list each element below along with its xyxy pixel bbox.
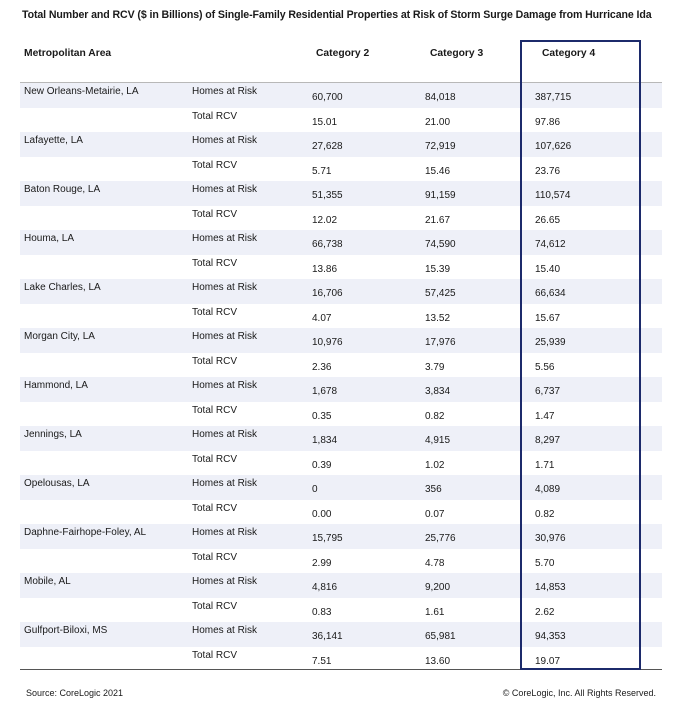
- category-2-value: 16,706: [312, 288, 343, 299]
- category-3-value: 17,976: [425, 337, 456, 348]
- category-4-value: 15.40: [535, 263, 561, 275]
- measure-label: Homes at Risk: [192, 233, 258, 244]
- category-3-value: 65,981: [425, 631, 456, 642]
- category-4-value: 74,612: [535, 239, 566, 250]
- measure-label: Total RCV: [192, 257, 238, 269]
- measure-label: Homes at Risk: [192, 527, 258, 538]
- source-note: Source: CoreLogic 2021: [26, 688, 124, 698]
- category-4-value: 14,853: [535, 582, 566, 593]
- category-2-value: 0.39: [312, 459, 332, 471]
- category-4-value: 97.86: [535, 116, 561, 128]
- category-2-value: 60,700: [312, 92, 343, 103]
- category-3-value: 21.00: [425, 116, 451, 128]
- measure-label: Homes at Risk: [192, 282, 258, 293]
- metro-name: Gulfport-Biloxi, MS: [24, 625, 108, 636]
- table-title: Total Number and RCV ($ in Billions) of Single-Family Residential Properties at Risk of Storm Surge Damage from Hurricane Ida: [22, 9, 652, 21]
- category-2-value: 36,141: [312, 631, 343, 642]
- category-3-value: 3,834: [425, 386, 451, 397]
- measure-label: Homes at Risk: [192, 380, 258, 391]
- category-2-value: 0.83: [312, 606, 332, 618]
- measure-label: Homes at Risk: [192, 576, 258, 587]
- category-4-value: 0.82: [535, 508, 555, 520]
- metro-name: Jennings, LA: [24, 429, 82, 440]
- category-4-value: 387,715: [535, 92, 572, 103]
- category-4-value: 107,626: [535, 141, 572, 152]
- category-2-value: 27,628: [312, 141, 343, 152]
- category-2-value: 51,355: [312, 190, 343, 201]
- category-4-value: 66,634: [535, 288, 566, 299]
- measure-label: Total RCV: [192, 306, 238, 318]
- measure-label: Homes at Risk: [192, 429, 258, 440]
- category-2-value: 7.51: [312, 655, 332, 667]
- category-4-value: 23.76: [535, 165, 561, 177]
- category-3-value: 4,915: [425, 435, 451, 446]
- category-3-value: 4.78: [425, 557, 445, 569]
- category-4-value: 2.62: [535, 606, 555, 618]
- category-3-value: 0.82: [425, 410, 445, 422]
- category-3-value: 13.60: [425, 655, 451, 667]
- measure-label: Total RCV: [192, 355, 238, 367]
- measure-label: Total RCV: [192, 208, 238, 220]
- category-2-value: 15.01: [312, 116, 338, 128]
- measure-label: Total RCV: [192, 600, 238, 612]
- category-4-value: 26.65: [535, 214, 561, 226]
- category-2-value: 15,795: [312, 533, 343, 544]
- category-2-value: 4,816: [312, 582, 338, 593]
- metro-name: Morgan City, LA: [24, 331, 95, 342]
- category-2-value: 0.35: [312, 410, 332, 422]
- category-4-value: 15.67: [535, 312, 561, 324]
- measure-label: Total RCV: [192, 551, 238, 563]
- measure-label: Homes at Risk: [192, 331, 258, 342]
- metro-name: Baton Rouge, LA: [24, 184, 101, 195]
- category-3-value: 0.07: [425, 508, 445, 520]
- measure-label: Homes at Risk: [192, 86, 258, 97]
- category-4-value: 5.70: [535, 557, 555, 569]
- measure-label: Total RCV: [192, 159, 238, 171]
- category-4-value: 6,737: [535, 386, 561, 397]
- measure-label: Total RCV: [192, 404, 238, 416]
- category-4-value: 1.47: [535, 410, 555, 422]
- category-3-value: 356: [425, 484, 442, 495]
- category-3-value: 15.46: [425, 165, 451, 177]
- category-2-value: 0.00: [312, 508, 332, 520]
- measure-label: Total RCV: [192, 649, 238, 661]
- category-4-value: 8,297: [535, 435, 561, 446]
- category-2-value: 66,738: [312, 239, 343, 250]
- category-4-value: 25,939: [535, 337, 566, 348]
- header-category-3: Category 3: [430, 48, 484, 59]
- category-2-value: 10,976: [312, 337, 343, 348]
- header-category-4: Category 4: [542, 48, 596, 59]
- category-3-value: 25,776: [425, 533, 456, 544]
- measure-label: Homes at Risk: [192, 478, 258, 489]
- category-3-value: 74,590: [425, 239, 456, 250]
- category-3-value: 3.79: [425, 361, 445, 373]
- category-2-value: 13.86: [312, 263, 338, 275]
- metro-name: Opelousas, LA: [24, 478, 90, 489]
- category-2-value: 5.71: [312, 165, 332, 177]
- category-2-value: 1,678: [312, 386, 338, 397]
- metro-name: Lake Charles, LA: [24, 282, 101, 293]
- category-3-value: 72,919: [425, 141, 456, 152]
- category-4-value: 94,353: [535, 631, 566, 642]
- category-3-value: 21.67: [425, 214, 451, 226]
- category-2-value: 2.99: [312, 557, 332, 569]
- category-4-highlight-box: [520, 40, 641, 670]
- measure-label: Homes at Risk: [192, 184, 258, 195]
- metro-name: Mobile, AL: [24, 576, 71, 587]
- copyright-note: © CoreLogic, Inc. All Rights Reserved.: [502, 688, 656, 698]
- measure-label: Homes at Risk: [192, 135, 258, 146]
- category-2-value: 2.36: [312, 361, 332, 373]
- category-4-value: 4,089: [535, 484, 561, 495]
- category-4-value: 1.71: [535, 459, 555, 471]
- measure-label: Total RCV: [192, 502, 238, 514]
- category-3-value: 13.52: [425, 312, 451, 324]
- category-2-value: 4.07: [312, 312, 332, 324]
- header-metropolitan-area: Metropolitan Area: [24, 48, 112, 59]
- category-2-value: 0: [312, 484, 318, 495]
- category-3-value: 84,018: [425, 92, 456, 103]
- measure-label: Total RCV: [192, 110, 238, 122]
- category-2-value: 1,834: [312, 435, 338, 446]
- metro-name: Houma, LA: [24, 233, 75, 244]
- metro-name: Daphne-Fairhope-Foley, AL: [24, 527, 147, 538]
- category-4-value: 19.07: [535, 655, 561, 667]
- category-4-value: 110,574: [535, 190, 571, 201]
- category-2-value: 12.02: [312, 214, 338, 226]
- metro-name: Hammond, LA: [24, 380, 88, 391]
- category-3-value: 9,200: [425, 582, 451, 593]
- header-category-2: Category 2: [316, 48, 370, 59]
- category-3-value: 91,159: [425, 190, 456, 201]
- measure-label: Total RCV: [192, 453, 238, 465]
- category-3-value: 57,425: [425, 288, 456, 299]
- metro-name: New Orleans-Metairie, LA: [24, 86, 139, 97]
- measure-label: Homes at Risk: [192, 625, 258, 636]
- metro-name: Lafayette, LA: [24, 135, 83, 146]
- category-4-value: 5.56: [535, 361, 555, 373]
- category-3-value: 1.02: [425, 459, 445, 471]
- category-3-value: 15.39: [425, 263, 451, 275]
- category-3-value: 1.61: [425, 606, 445, 618]
- category-4-value: 30,976: [535, 533, 566, 544]
